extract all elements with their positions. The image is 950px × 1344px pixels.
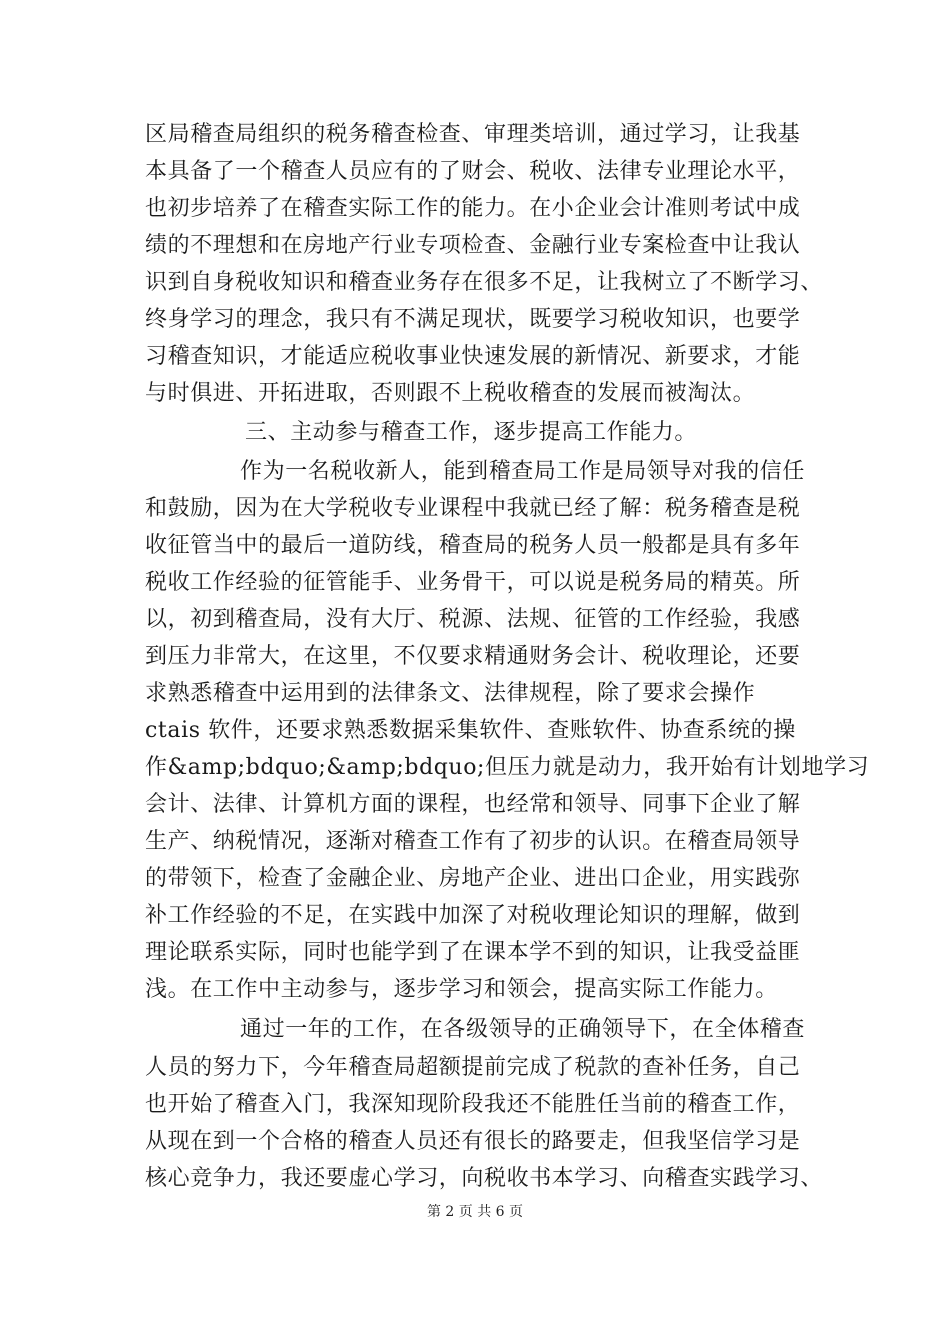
text-line: 补工作经验的不足，在实践中加深了对税收理论知识的理解，做到 <box>145 903 801 928</box>
text-line: 核心竞争力，我还要虚心学习，向税收书本学习、向稽查实践学习、 <box>145 1166 824 1191</box>
text-line: 求熟悉稽查中运用到的法律条文、法律规程，除了要求会操作 <box>145 681 756 706</box>
text-line: 人员的努力下，今年稽查局超额提前完成了税款的查补任务，自己 <box>145 1055 801 1080</box>
text-line: 税收工作经验的征管能手、业务骨干，可以说是税务局的精英。所 <box>145 570 801 595</box>
text-line: 会计、法律、计算机方面的课程，也经常和领导、同事下企业了解 <box>145 792 801 817</box>
text-line: 生产、纳税情况，逐渐对稽查工作有了初步的认识。在稽查局领导 <box>145 829 801 854</box>
text-line: 也开始了稽查入门，我深知现阶段我还不能胜任当前的稽查工作， <box>145 1092 801 1117</box>
text-line: 识到自身税收知识和稽查业务存在很多不足，让我树立了不断学习、 <box>145 270 824 295</box>
text-line: 收征管当中的最后一道防线，稽查局的税务人员一般都是具有多年 <box>145 533 801 558</box>
text-line: 从现在到一个合格的稽查人员还有很长的路要走，但我坚信学习是 <box>145 1129 801 1154</box>
text-line: 区局稽查局组织的税务稽查检查、审理类培训，通过学习，让我基 <box>145 122 801 147</box>
text-line: 与时俱进、开拓进取，否则跟不上税收稽查的发展而被淘汰。 <box>145 381 756 406</box>
text-line: 终身学习的理念，我只有不满足现状，既要学习税收知识，也要学 <box>145 307 801 332</box>
text-line: 浅。在工作中主动参与，逐步学习和领会，提高实际工作能力。 <box>145 977 778 1002</box>
text-line: 本具备了一个稽查人员应有的了财会、税收、法律专业理论水平， <box>145 159 801 184</box>
text-line: 绩的不理想和在房地产行业专项检查、金融行业专案检查中让我认 <box>145 233 801 258</box>
text-line: 到压力非常大，在这里，不仅要求精通财务会计、税收理论，还要 <box>145 644 801 669</box>
text-line: 以，初到稽查局，没有大厅、税源、法规、征管的工作经验，我感 <box>145 607 801 632</box>
text-line: 的带领下，检查了金融企业、房地产企业、进出口企业，用实践弥 <box>145 866 801 891</box>
text-line: 作为一名税收新人，能到稽查局工作是局领导对我的信任 <box>240 459 806 484</box>
page-number-footer: 第 2 页 共 6 页 <box>426 1204 524 1220</box>
section-heading: 三、主动参与稽查工作，逐步提高工作能力。 <box>245 420 698 445</box>
text-line: ctais 软件，还要求熟悉数据采集软件、查账软件、协查系统的操 <box>145 718 796 743</box>
text-line: 和鼓励，因为在大学税收专业课程中我就已经了解：税务稽查是税 <box>145 496 801 521</box>
text-line: 也初步培养了在稽查实际工作的能力。在小企业会计准则考试中成 <box>145 196 801 221</box>
text-line: 作&amp;bdquo;&amp;bdquo;但压力就是动力，我开始有计划地学习 <box>145 755 870 780</box>
text-line: 理论联系实际，同时也能学到了在课本学不到的知识，让我受益匪 <box>145 940 801 965</box>
text-line: 通过一年的工作，在各级领导的正确领导下，在全体稽查 <box>240 1017 806 1042</box>
text-line: 习稽查知识，才能适应税收事业快速发展的新情况、新要求，才能 <box>145 344 801 369</box>
